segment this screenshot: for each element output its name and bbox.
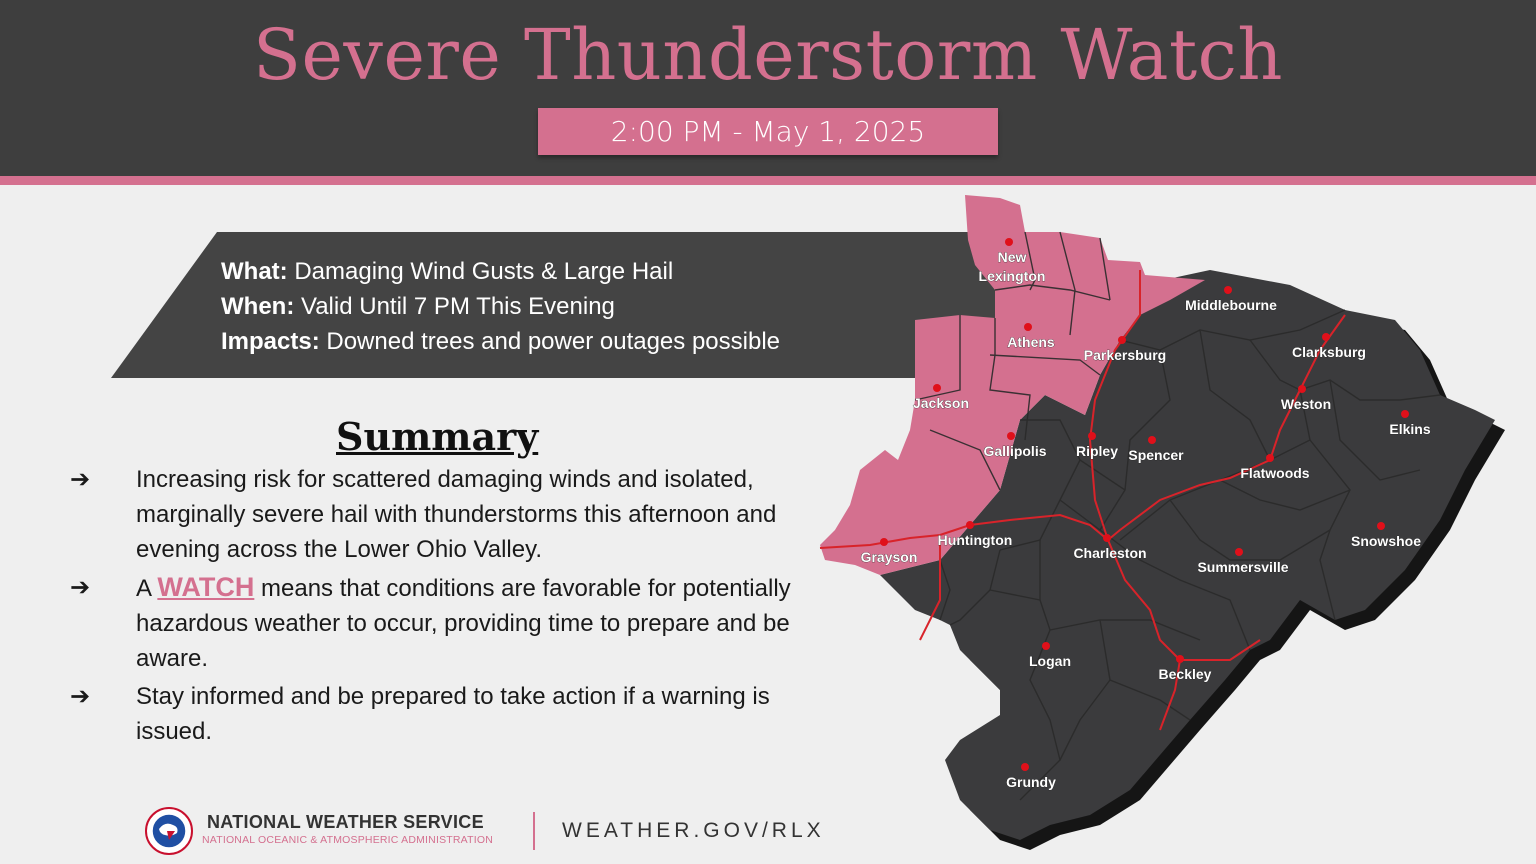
- city-dot-middlebourne: [1224, 286, 1232, 294]
- city-dot-huntington: [966, 521, 974, 529]
- city-label-new-lexington-1: New: [997, 249, 1027, 265]
- info-what-label: What:: [221, 258, 288, 285]
- city-dot-athens: [1024, 323, 1032, 331]
- city-label-middlebourne: Middlebourne: [1185, 297, 1277, 313]
- city-dot-grundy: [1021, 763, 1029, 771]
- watch-keyword: WATCH: [157, 572, 255, 602]
- info-impacts: [221, 324, 780, 359]
- city-label-grundy: Grundy: [1006, 774, 1056, 790]
- city-label-ripley: Ripley: [1075, 443, 1119, 459]
- city-label-new-lexington-2: Lexington: [978, 268, 1046, 284]
- city-dot-jackson: [933, 384, 941, 392]
- city-dot-clarksburg: [1322, 333, 1330, 341]
- issue-date-badge: 2:00 PM - May 1, 2025: [538, 108, 998, 155]
- info-what-text: Damaging Wind Gusts & Large Hail: [294, 258, 674, 285]
- city-dot-ripley: [1088, 432, 1096, 440]
- city-label-weston: Weston: [1280, 396, 1332, 412]
- city-label-charleston: Charleston: [1073, 545, 1147, 561]
- bullet-text-pre: A: [136, 575, 158, 602]
- city-label-logan: Logan: [1029, 653, 1071, 669]
- website-link[interactable]: WEATHER.GOV/RLX: [562, 819, 825, 842]
- nws-logo-icon: [145, 807, 193, 855]
- watch-area-map: [810, 190, 1510, 855]
- city-dot-snowshoe: [1377, 522, 1385, 530]
- page-title: Severe Thunderstorm Watch: [253, 14, 1283, 96]
- city-label-jackson: Jackson: [912, 395, 970, 411]
- city-label-grayson: Grayson: [860, 549, 918, 565]
- city-dot-beckley: [1176, 655, 1184, 663]
- city-dot-grayson: [880, 538, 888, 546]
- city-dot-weston: [1298, 385, 1306, 393]
- footer-divider: [533, 812, 535, 850]
- info-what: [221, 254, 780, 289]
- info-impacts-label: Impacts:: [221, 328, 320, 355]
- agency-name: NATIONAL WEATHER SERVICE: [207, 812, 484, 832]
- summary-heading: Summary: [336, 414, 539, 459]
- city-label-beckley: Beckley: [1158, 666, 1212, 682]
- city-label-gallipolis: Gallipolis: [983, 443, 1047, 459]
- city-label-spencer: Spencer: [1128, 447, 1184, 463]
- city-label-summersville: Summersville: [1197, 559, 1289, 575]
- city-label-parkersburg: Parkersburg: [1083, 347, 1167, 363]
- city-label-clarksburg: Clarksburg: [1292, 344, 1366, 360]
- city-dot-parkersburg: [1118, 336, 1126, 344]
- summary-bullet: [70, 570, 810, 676]
- city-label-elkins: Elkins: [1389, 421, 1431, 437]
- city-dot-flatwoods: [1266, 454, 1274, 462]
- bullet-text: Increasing risk for scattered damaging winds and isolated, marginally severe hail with thunderstorms this afternoon and evening across the Lower Ohio Valley.: [136, 466, 777, 563]
- info-when-text: Valid Until 7 PM This Evening: [300, 293, 615, 320]
- summary-bullets: [70, 462, 810, 752]
- city-label-huntington: Huntington: [937, 532, 1013, 548]
- bullet-text-post: means that conditions are favorable for potentially hazardous weather to occur, providing time to prepare and be aware.: [136, 575, 791, 672]
- info-when-label: When:: [221, 293, 295, 320]
- city-dot-summersville: [1235, 548, 1243, 556]
- summary-bullet: [70, 679, 810, 749]
- city-dot-spencer: [1148, 436, 1156, 444]
- city-dot-gallipolis: [1007, 432, 1015, 440]
- parent-agency-name: NATIONAL OCEANIC & ATMOSPHERIC ADMINISTRATION: [202, 834, 493, 846]
- info-impacts-text: Downed trees and power outages possible: [326, 328, 780, 355]
- arrow-icon: ➔: [70, 574, 91, 601]
- bullet-text: Stay informed and be prepared to take action if a warning is issued.: [136, 683, 770, 745]
- city-label-flatwoods: Flatwoods: [1240, 465, 1310, 481]
- summary-bullet: [70, 462, 810, 567]
- info-lines: [221, 254, 780, 359]
- city-label-athens: Athens: [1007, 334, 1055, 350]
- city-dot-logan: [1042, 642, 1050, 650]
- city-dot-new-lexington: [1005, 238, 1013, 246]
- city-dot-elkins: [1401, 410, 1409, 418]
- city-label-snowshoe: Snowshoe: [1350, 533, 1422, 549]
- city-dot-charleston: [1103, 534, 1111, 542]
- arrow-icon: ➔: [70, 683, 91, 710]
- header-accent-stripe: [0, 176, 1536, 185]
- info-when: [221, 289, 780, 324]
- arrow-icon: ➔: [70, 466, 91, 493]
